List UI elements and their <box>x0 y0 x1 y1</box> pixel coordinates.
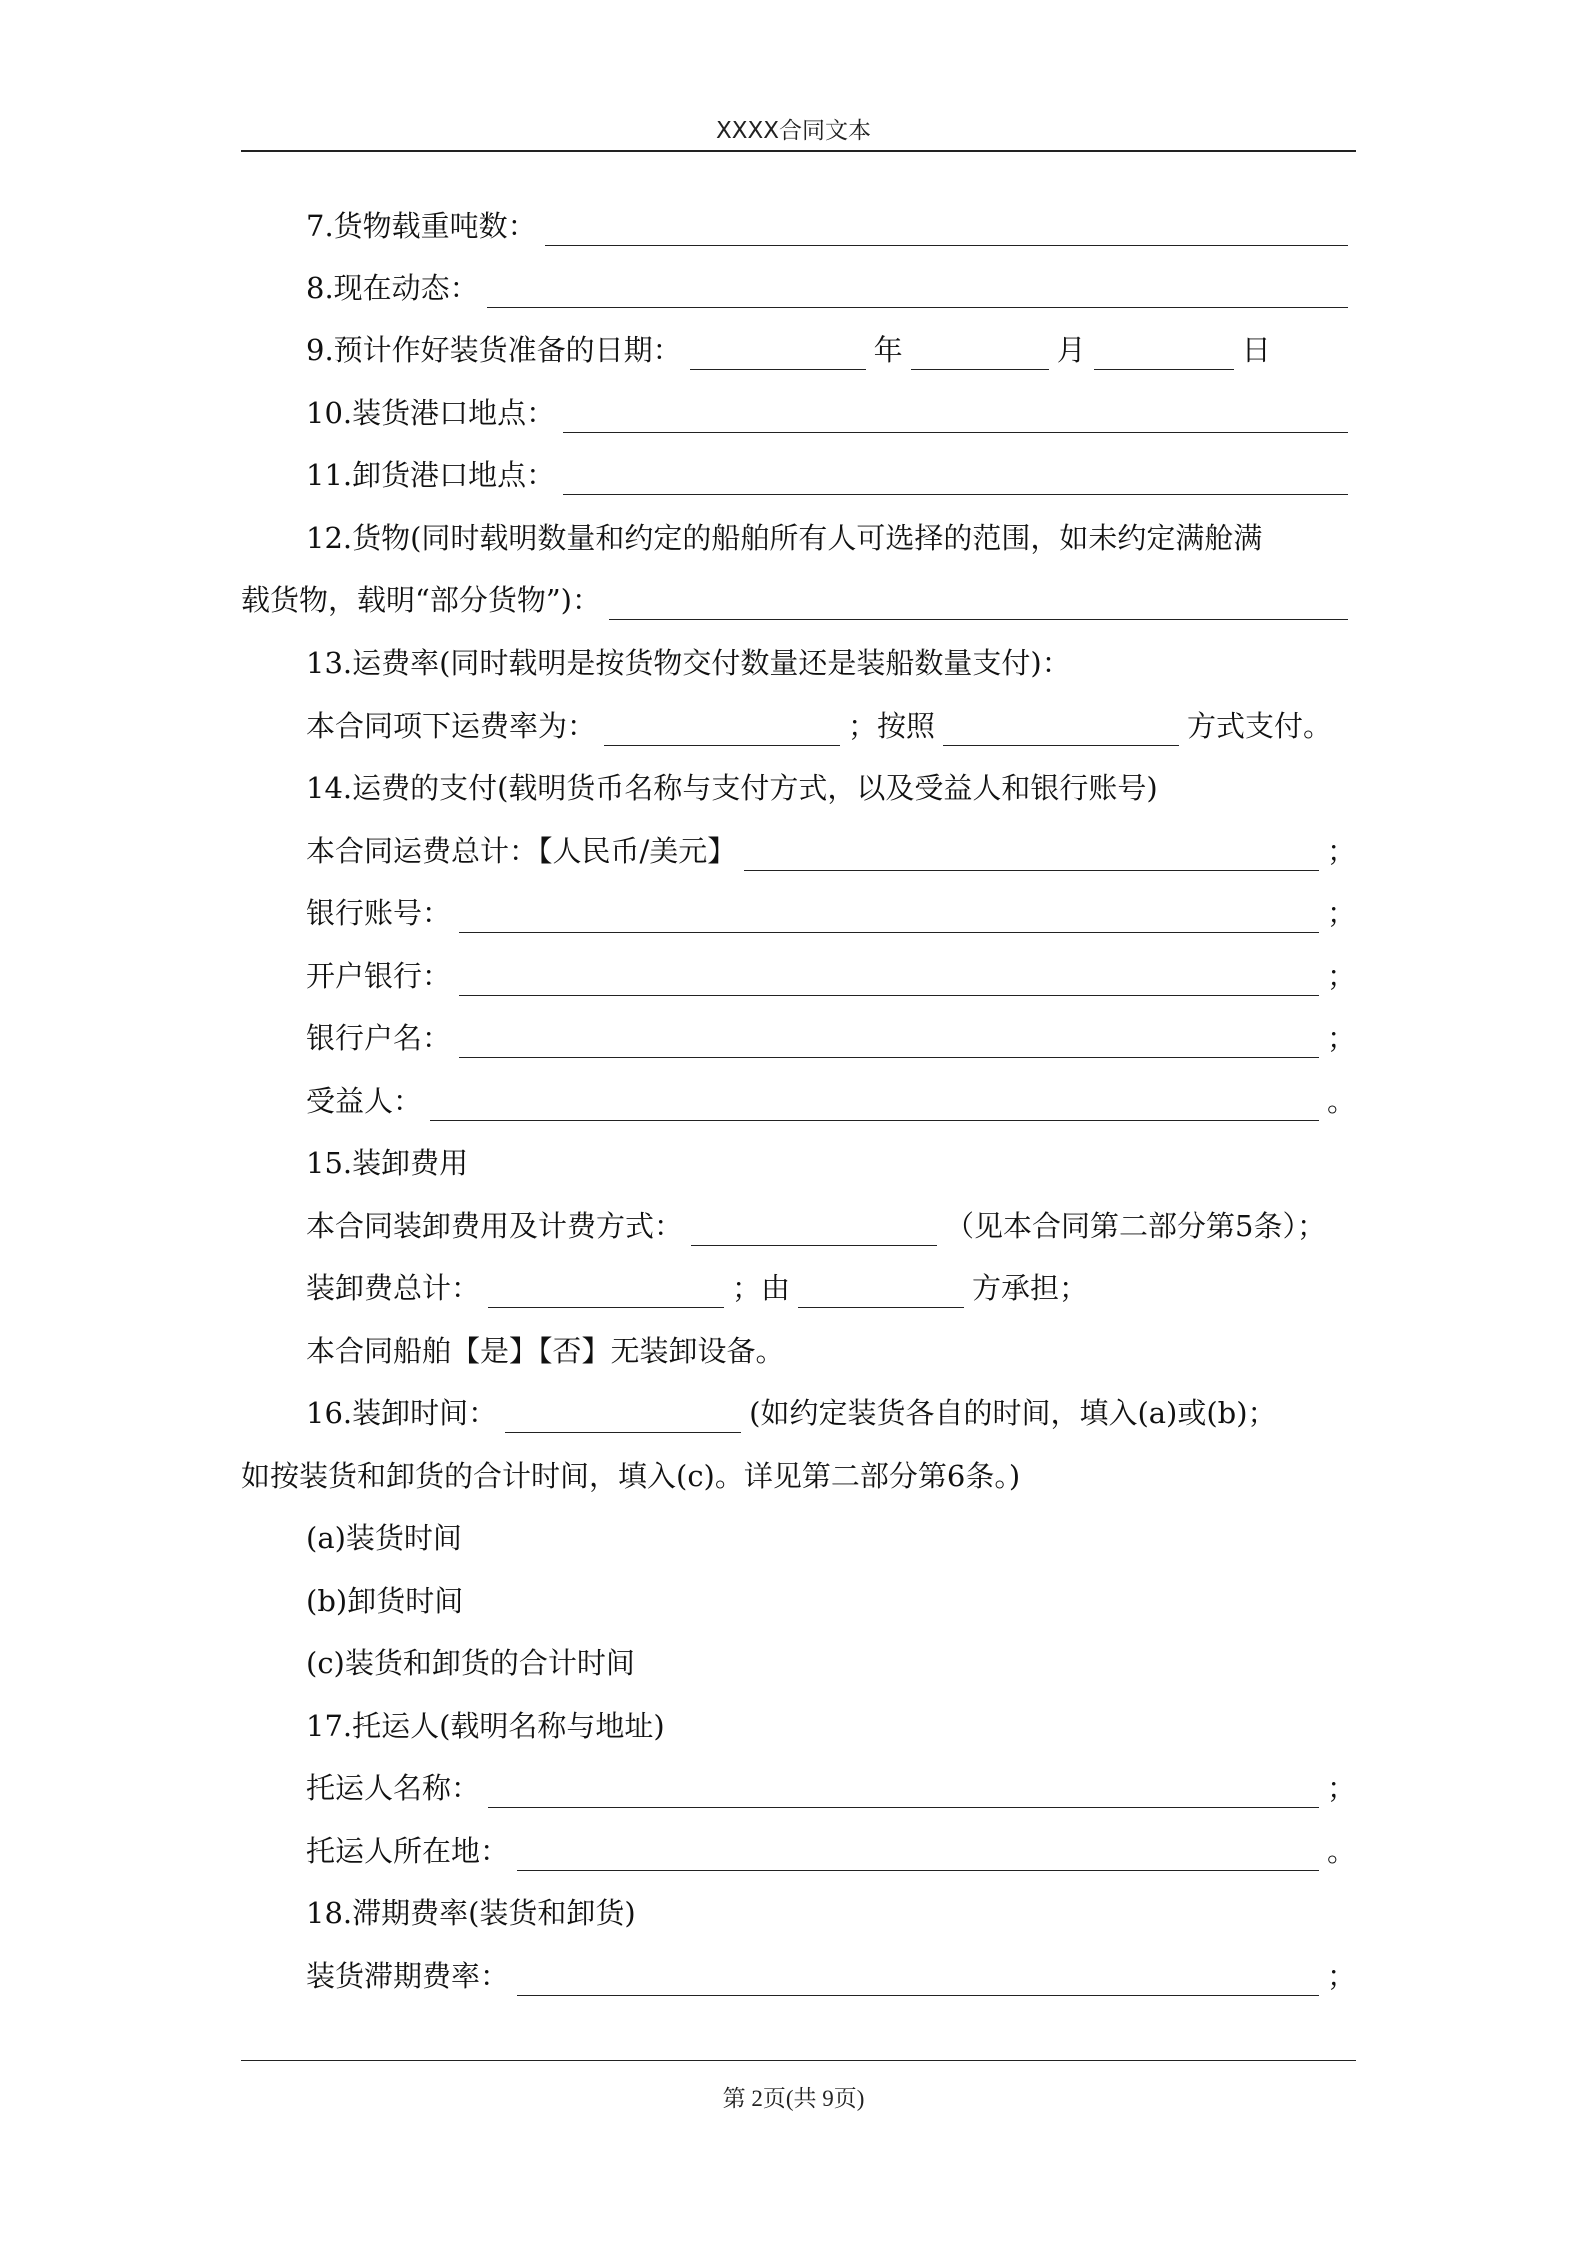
account-holder-blank[interactable] <box>459 1027 1319 1058</box>
laytime-blank[interactable] <box>505 1402 741 1433</box>
handling-method-blank[interactable] <box>691 1215 937 1246</box>
payment-method-blank[interactable] <box>943 715 1179 746</box>
clause-12-line2 <box>241 580 1356 620</box>
bank-account-line <box>306 893 1356 933</box>
laytime-option-b <box>306 1581 1356 1621</box>
handling-equipment-line <box>306 1331 1356 1371</box>
account-holder-label: 银行户名： <box>306 1021 452 1055</box>
laytime-option-b-label: (b)卸货时间 <box>306 1584 464 1618</box>
clause-16-text: (如约定装货各自的时间，填入(a)或(b)； <box>749 1396 1277 1430</box>
clause-13 <box>306 643 1356 683</box>
bank-account-blank[interactable] <box>459 902 1319 933</box>
handling-total-line <box>306 1268 1356 1308</box>
bank-name-blank[interactable] <box>459 965 1319 996</box>
clause-15 <box>306 1143 1356 1183</box>
clause-16-line2 <box>241 1456 1356 1496</box>
day-label: 日 <box>1241 333 1271 367</box>
handling-method-line <box>306 1206 1356 1246</box>
handling-method-label: 本合同装卸费用及计费方式： <box>306 1209 684 1243</box>
shipper-name-line <box>306 1768 1356 1808</box>
account-holder-end: ； <box>1326 1021 1356 1055</box>
beneficiary-blank[interactable] <box>430 1090 1319 1121</box>
freight-total-end: ； <box>1326 834 1356 868</box>
handling-total-label: 装卸费总计： <box>306 1271 481 1305</box>
handling-party-blank[interactable] <box>798 1277 964 1308</box>
freight-rate-by-label: ；按照 <box>848 709 936 743</box>
bank-name-end: ； <box>1326 959 1356 993</box>
freight-total-line <box>306 831 1356 871</box>
laytime-option-a <box>306 1518 1356 1558</box>
laytime-option-c <box>306 1643 1356 1683</box>
clause-7 <box>306 206 1356 246</box>
clause-8 <box>306 268 1356 308</box>
laytime-option-a-label: (a)装货时间 <box>306 1521 462 1555</box>
loading-demurrage-line <box>306 1956 1356 1996</box>
shipper-name-end: ； <box>1326 1771 1356 1805</box>
bank-name-label: 开户银行： <box>306 959 452 993</box>
bank-account-end: ； <box>1326 896 1356 930</box>
clause-9-label: 9.预计作好装货准备的日期： <box>306 333 682 367</box>
freight-rate-label: 本合同项下运费率为： <box>306 709 597 743</box>
page-number: 第 2页(共 9页) <box>722 2086 865 2111</box>
page-header-title: XXXX合同文本 <box>715 118 872 144</box>
clause-14 <box>306 768 1356 808</box>
account-holder-line <box>306 1018 1356 1058</box>
freight-rate-line <box>306 706 1356 746</box>
clause-8-label: 8.现在动态： <box>306 271 479 305</box>
shipper-address-line <box>306 1831 1356 1871</box>
clause-16-label: 16.装卸时间： <box>306 1396 498 1430</box>
day-blank[interactable] <box>1094 339 1234 370</box>
clause-18-label: 18.滞期费率(装货和卸货) <box>306 1896 636 1930</box>
loading-demurrage-blank[interactable] <box>517 1965 1319 1996</box>
clause-9 <box>306 330 1356 370</box>
loading-port-blank[interactable] <box>563 402 1348 433</box>
shipper-name-blank[interactable] <box>488 1777 1319 1808</box>
beneficiary-line <box>306 1081 1356 1121</box>
shipper-name-label: 托运人名称： <box>306 1771 481 1805</box>
clause-17-label: 17.托运人(载明名称与地址) <box>306 1709 665 1743</box>
month-label: 月 <box>1056 333 1086 367</box>
clause-11 <box>306 455 1356 495</box>
clause-10 <box>306 393 1356 433</box>
month-blank[interactable] <box>911 339 1049 370</box>
handling-total-by: ；由 <box>732 1271 791 1305</box>
loading-demurrage-label: 装货滞期费率： <box>306 1959 510 1993</box>
shipper-address-label: 托运人所在地： <box>306 1834 510 1868</box>
laytime-option-c-label: (c)装货和卸货的合计时间 <box>306 1646 635 1680</box>
clause-12-text: 12.货物(同时载明数量和约定的船舶所有人可选择的范围，如未约定满舱满 <box>306 521 1263 555</box>
clause-16-line1 <box>306 1393 1356 1433</box>
clause-15-label: 15.装卸费用 <box>306 1146 469 1180</box>
cargo-tonnage-blank[interactable] <box>545 215 1348 246</box>
clause-11-label: 11.卸货港口地点： <box>306 458 556 492</box>
clause-13-label: 13.运费率(同时载明是按货物交付数量还是装船数量支付)： <box>306 646 1071 680</box>
freight-rate-blank[interactable] <box>604 715 840 746</box>
freight-rate-end-label: 方式支付。 <box>1187 709 1333 743</box>
clause-12-line1 <box>306 518 1356 558</box>
clause-12-text-cont: 载货物，载明“部分货物”)： <box>241 583 601 617</box>
clause-7-label: 7.货物载重吨数： <box>306 209 537 243</box>
clause-14-label: 14.运费的支付(载明货币名称与支付方式，以及受益人和银行账号) <box>306 771 1158 805</box>
bank-name-line <box>306 956 1356 996</box>
clause-18 <box>306 1893 1356 1933</box>
handling-total-end: 方承担； <box>972 1271 1089 1305</box>
handling-total-blank[interactable] <box>488 1277 724 1308</box>
year-blank[interactable] <box>690 339 866 370</box>
footer-divider <box>241 2060 1356 2061</box>
cargo-blank[interactable] <box>609 589 1348 620</box>
freight-total-label: 本合同运费总计：【人民币/美元】 <box>306 834 737 868</box>
current-status-blank[interactable] <box>487 277 1348 308</box>
shipper-address-end: 。 <box>1326 1834 1356 1868</box>
year-label: 年 <box>873 333 903 367</box>
freight-total-blank[interactable] <box>744 840 1319 871</box>
discharge-port-blank[interactable] <box>563 464 1348 495</box>
bank-account-label: 银行账号： <box>306 896 452 930</box>
clause-10-label: 10.装货港口地点： <box>306 396 556 430</box>
header-divider <box>241 150 1356 152</box>
clause-17 <box>306 1706 1356 1746</box>
clause-16-text-cont: 如按装货和卸货的合计时间，填入(c)。详见第二部分第6条。) <box>241 1459 1021 1493</box>
loading-demurrage-end: ； <box>1326 1959 1356 1993</box>
handling-equipment-text: 本合同船舶【是】【否】无装卸设备。 <box>306 1334 785 1368</box>
handling-method-end: （见本合同第二部分第5条）； <box>945 1209 1326 1243</box>
beneficiary-end: 。 <box>1326 1084 1356 1118</box>
shipper-address-blank[interactable] <box>517 1840 1319 1871</box>
beneficiary-label: 受益人： <box>306 1084 423 1118</box>
